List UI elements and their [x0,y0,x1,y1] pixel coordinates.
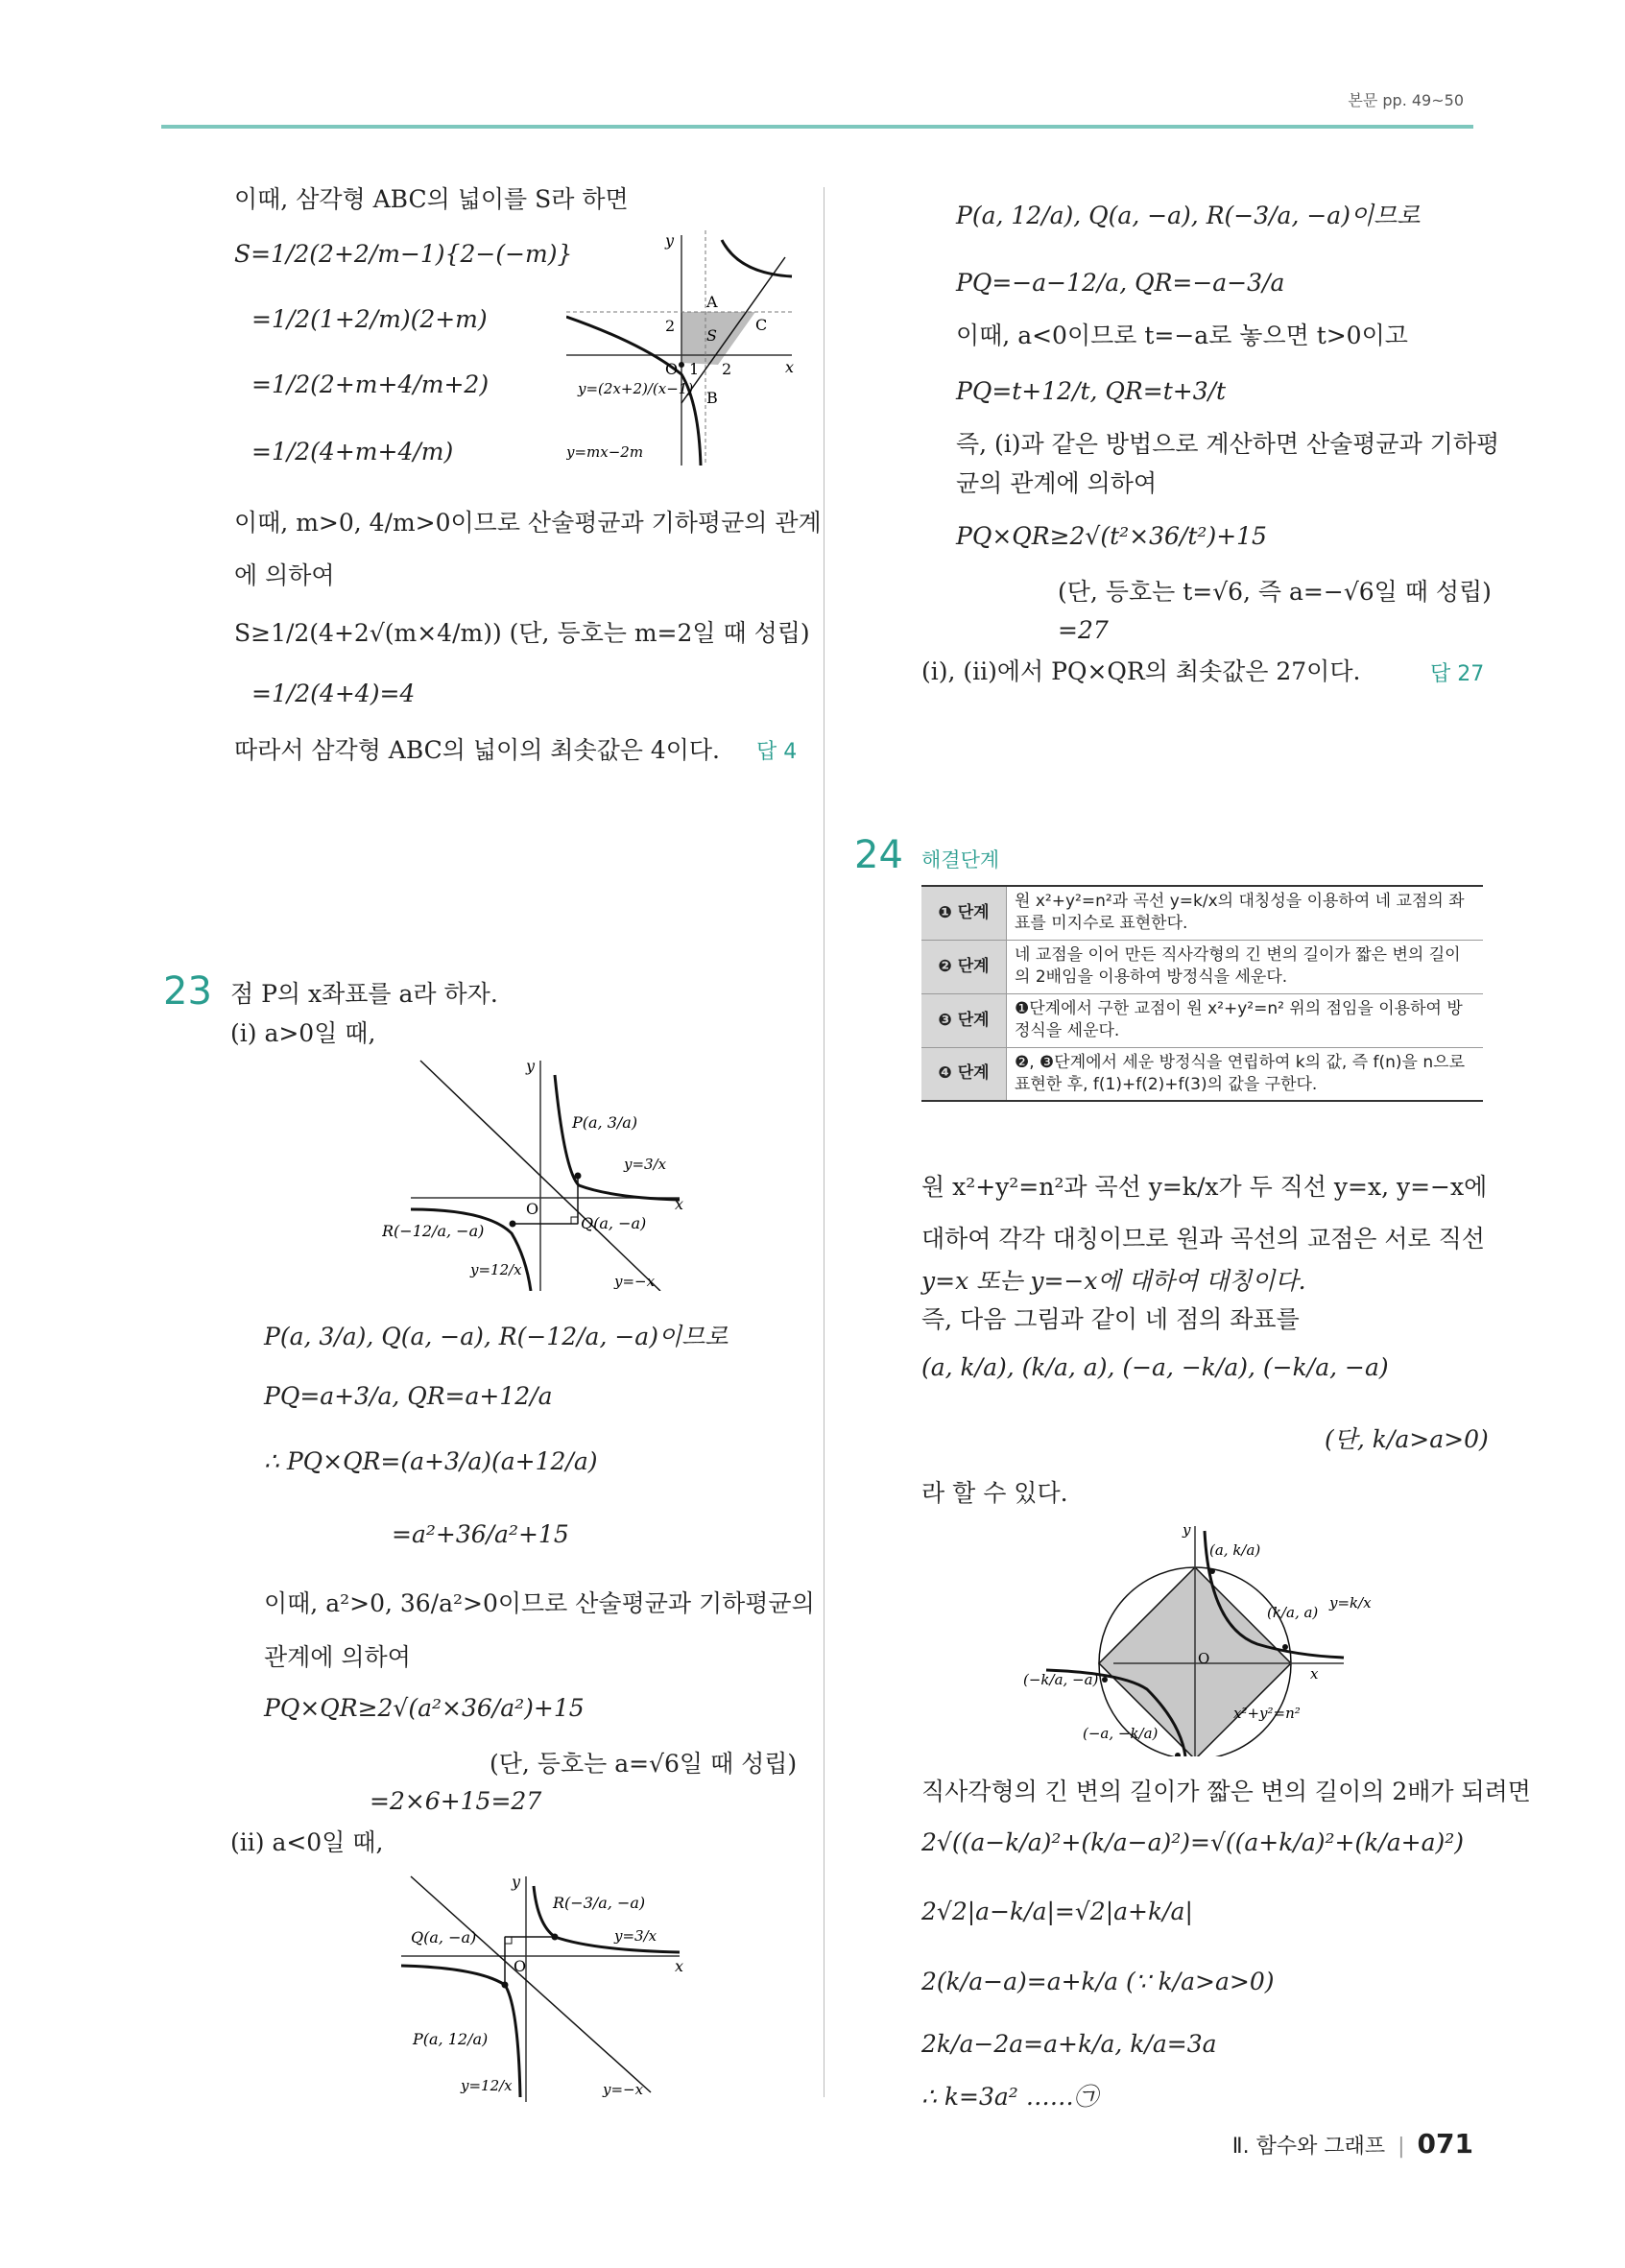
solution-steps-title: 해결단계 [921,848,1000,871]
graph-circle-hyperbola [1017,1521,1382,1756]
condition-line: (단, 등호는 t=√6, 즉 a=−√6일 때 성립) [1058,578,1492,606]
equation-line: PQ=a+3/a, QR=a+12/a [264,1382,553,1410]
point-label: (−a, −k/a) [1083,1725,1159,1742]
origin-label: O [514,1957,527,1975]
step-label: ❸ 단계 [921,993,1007,1047]
step-text: 원 x²+y²=n²과 곡선 y=k/x의 대칭성을 이용하여 네 교점의 좌표를 미지수로 표현한다. [1007,886,1484,940]
text-line: (ii) a<0일 때, [230,1828,384,1856]
text-line: 이때, a²>0, 36/a²>0이므로 산술평균과 기하평균의 [264,1589,815,1617]
equation-line: =2×6+15=27 [370,1787,542,1815]
text-line: 즉, (i)과 같은 방법으로 계산하면 산술평균과 기하평 [956,430,1500,458]
equation-line: PQ×QR≥2√(t²×36/t²)+15 [956,522,1267,550]
text-line: (i), (ii)에서 PQ×QR의 최솟값은 27이다. [921,657,1361,685]
answer-label: 답 4 [756,740,798,764]
tick-label: 1 [689,360,700,378]
x-axis-label: x [675,1957,684,1975]
equation-line: P(a, 12/a), Q(a, −a), R(−3/a, −a)이므로 [956,202,1421,229]
equation-line: 2√2|a−k/a|=√2|a+k/a| [921,1898,1193,1925]
text-line: (i) a>0일 때, [230,1019,376,1047]
equation-line: 2√((a−k/a)²+(k/a−a)²)=√((a+k/a)²+(k/a+a)²) [921,1828,1465,1856]
text-line: 원 x²+y²=n²과 곡선 y=k/x가 두 직선 y=x, y=−x에 [921,1173,1488,1201]
equation-line: PQ×QR≥2√(a²×36/a²)+15 [264,1694,585,1722]
text-line: 즉, 다음 그림과 같이 네 점의 좌표를 [921,1305,1300,1333]
point-label: (−k/a, −a) [1023,1671,1099,1688]
text-line: 직사각형의 긴 변의 길이가 짧은 변의 길이의 2배가 되려면 [921,1778,1531,1805]
curve-label: y=12/x [461,2077,513,2094]
step-text: 네 교점을 이어 만든 직사각형의 긴 변의 길이가 짧은 변의 길이의 2배임을 이용하여 방정식을 세운다. [1007,940,1484,993]
equation-line: =1/2(2+m+4/m+2) [251,370,490,398]
step-label: ❶ 단계 [921,886,1007,940]
point-label: (k/a, a) [1267,1604,1319,1621]
circle-label: x²+y²=n² [1233,1705,1301,1722]
equation-line: =1/2(1+2/m)(2+m) [251,305,488,333]
point-label-q: Q(a, −a) [411,1928,477,1946]
tick-label: 2 [665,317,676,335]
condition-line: (단, 등호는 a=√6일 때 성립) [490,1750,798,1778]
equation-line: PQ=−a−12/a, QR=−a−3/a [956,269,1285,297]
step-label: ❷ 단계 [921,940,1007,993]
y-axis-label: y [526,1057,536,1075]
tick-label: 2 [722,360,732,378]
x-axis-label: x [1310,1665,1319,1683]
text-line: 라 할 수 있다. [921,1479,1068,1507]
answer-label: 답 27 [1430,662,1485,686]
equation-line: y=x 또는 y=−x에 대하여 대칭이다. [921,1267,1306,1295]
solution-steps-table [921,885,1483,1102]
x-axis-label: x [785,358,795,376]
step-text: ❷, ❸단계에서 세운 방정식을 연립하여 k의 값, 즉 f(n)을 n으로 표현한 후, f(1)+f(2)+f(3)의 값을 구한다. [1007,1047,1484,1101]
text-line: 에 의하여 [234,561,335,589]
equation-line: (a, k/a), (k/a, a), (−a, −k/a), (−k/a, −a) [921,1353,1389,1381]
equation-line: =27 [1058,616,1109,644]
line-label: y=mx−2m [566,443,644,461]
text-line: 이때, 삼각형 ABC의 넓이를 S라 하면 [234,185,629,213]
chapter-title: Ⅱ. 함수와 그래프 [1231,2135,1386,2159]
curve-label: y=12/x [470,1261,522,1278]
point-label-p: P(a, 12/a) [413,2030,489,2048]
point-label-c: C [755,316,768,334]
text-line: 대하여 각각 대칭이므로 원과 곡선의 교점은 서로 직선 [921,1225,1485,1253]
equation-line: =1/2(4+4)=4 [251,680,416,707]
point-label-a: A [706,293,718,311]
graph-hyperbola-triangle [566,230,797,466]
equation-line: 2k/a−2a=a+k/a, k/a=3a [921,2030,1217,2058]
footer-divider: | [1398,2135,1405,2159]
equation-line: P(a, 3/a), Q(a, −a), R(−12/a, −a)이므로 [264,1323,729,1350]
origin-label: O [526,1200,539,1218]
equation-line: PQ=t+12/t, QR=t+3/t [956,377,1227,405]
graph-case-a-positive [382,1056,689,1291]
equation-line: =a²+36/a²+15 [392,1520,569,1548]
curve-label: y=k/x [1329,1594,1372,1611]
point-label: (a, k/a) [1209,1541,1261,1559]
point-label-r: R(−3/a, −a) [553,1894,646,1912]
header-rule [161,125,1473,129]
line-label: y=−x [603,2081,644,2098]
curve-label: y=3/x [624,1156,667,1173]
point-label-q: Q(a, −a) [581,1214,647,1232]
y-axis-label: y [1183,1521,1191,1539]
curve-label: y=3/x [614,1927,657,1945]
point-label-p: P(a, 3/a) [572,1113,638,1132]
text-line: 관계에 의하여 [264,1643,411,1671]
equation-line: ∴ PQ×QR=(a+3/a)(a+12/a) [264,1447,598,1475]
point-label-r: R(−12/a, −a) [382,1222,485,1240]
y-axis-label: y [665,231,675,250]
triangle-shaded [681,312,755,365]
text-line: 이때, a<0이므로 t=−a로 놓으면 t>0이고 [956,322,1408,349]
page-number: 071 [1417,2128,1473,2160]
y-axis-label: y [512,1873,521,1891]
origin-label: O [665,360,679,378]
page-footer [1232,2128,1473,2160]
graph-case-a-negative [392,1872,689,2102]
step-text: ❶단계에서 구한 교점이 원 x²+y²=n² 위의 점임을 이용하여 방정식을 세운다. [1007,993,1484,1047]
origin-label: O [1198,1650,1210,1667]
step-label: ❹ 단계 [921,1047,1007,1101]
equation-line: ∴ k=3a² ……㉠ [921,2083,1098,2111]
equation-line: S=1/2(2+2/m−1){2−(−m)} [234,240,573,268]
problem-number: 23 [163,969,212,1014]
page-reference: 본문 pp. 49~50 [1348,91,1464,109]
equation-line: 2(k/a−a)=a+k/a (∵ k/a>a>0) [921,1968,1275,1995]
x-axis-label: x [675,1195,684,1213]
point-label-b: B [706,389,718,407]
text-line: 따라서 삼각형 ABC의 넓이의 최솟값은 4이다. [234,736,721,764]
text-line: 이때, m>0, 4/m>0이므로 산술평균과 기하평균의 관계 [234,509,822,537]
line-label: y=−x [614,1273,656,1290]
curve-label: y=(2x+2)/(x−1) [578,380,694,397]
area-label: S [706,326,717,345]
condition-line: (단, k/a>a>0) [1325,1425,1489,1453]
equation-line: =1/2(4+m+4/m) [251,438,454,466]
text-line: 균의 관계에 의하여 [956,469,1158,497]
equation-line: S≥1/2(4+2√(m×4/m)) (단, 등호는 m=2일 때 성립) [234,619,810,647]
problem-number: 24 [854,833,903,877]
text-line: 점 P의 x좌표를 a라 하자. [230,980,498,1008]
